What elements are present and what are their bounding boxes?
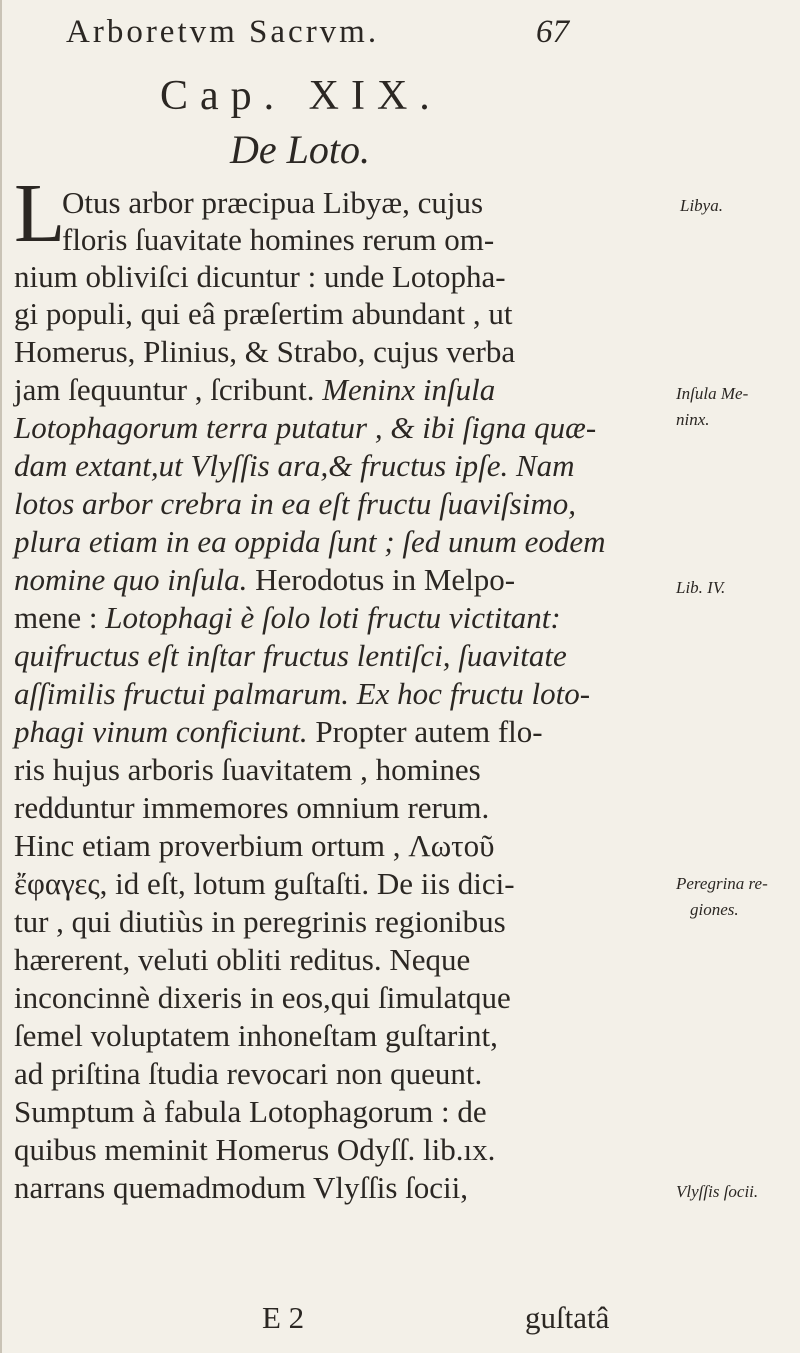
text-line: dam extant,ut Vlyſſis ara,& fructus ipſe. Nam [14, 448, 575, 483]
text-line [14, 714, 543, 750]
text-line: ris hujus arboris ſuavitatem , homines [14, 752, 481, 787]
margin-note: Lib. IV. [676, 578, 726, 597]
margin-note: giones. [690, 900, 739, 919]
margin-note: Libya. [680, 196, 723, 215]
text-span: mene : [14, 600, 98, 635]
text-span: Propter autem flo- [315, 714, 543, 749]
text-line: Hinc etiam proverbium ortum , Λωτοῦ [14, 828, 495, 863]
text-line [14, 562, 515, 598]
text-line: inconcinnè dixeris in eos,qui ſimulatque [14, 980, 511, 1015]
text-line: Lotophagorum terra putatur , & ibi ſigna quæ- [14, 410, 597, 445]
page-edge-shadow [0, 0, 2, 1353]
text-line: gi populi, qui eâ præſertim abundant , ut [14, 296, 513, 331]
text-line: aſſimilis fructui palmarum. Ex hoc fructu loto- [14, 676, 591, 711]
text-span: jam ſequuntur , ſcribunt. [14, 372, 315, 407]
text-line [14, 372, 495, 408]
text-span: Herodotus in Melpo- [255, 562, 516, 597]
text-line: quibus meminit Homerus Odyſſ. lib.ıx. [14, 1132, 496, 1167]
margin-note: ninx. [676, 410, 710, 429]
text-line: narrans quemadmodum Vlyſſis ſocii, [14, 1170, 469, 1205]
text-line: nium obliviſci dicuntur : unde Lotopha- [14, 259, 506, 294]
chapter-heading: Cap. XIX. [160, 73, 442, 119]
drop-cap: L [14, 167, 66, 260]
catchword: guſtatâ [525, 1300, 610, 1335]
text-line: Sumptum à fabula Lotophagorum : de [14, 1094, 487, 1129]
text-line: Otus arbor præcipua Libyæ, cujus [62, 185, 484, 220]
margin-note: Vlyſſis ſocii. [676, 1182, 759, 1201]
text-line: ad priſtina ſtudia revocari non queunt. [14, 1056, 483, 1091]
text-line: quifructus eſt inſtar fructus lentiſci, ſuavitate [14, 638, 567, 673]
text-line: tur , qui diutiùs in peregrinis regionibus [14, 904, 506, 939]
italic-span: phagi vinum conficiunt. [14, 714, 308, 749]
signature-mark: E 2 [262, 1300, 305, 1335]
running-title: Arboretvm Sacrvm. [66, 14, 380, 50]
page-number: 67 [536, 14, 569, 50]
text-line [14, 600, 561, 636]
text-line: plura etiam in ea oppida ſunt ; ſed unum eodem [14, 524, 606, 559]
text-line: Homerus, Plinius, & Strabo, cujus verba [14, 334, 516, 369]
italic-span: Meninx inſula [322, 372, 496, 407]
text-line: redduntur immemores omnium rerum. [14, 790, 490, 825]
italic-span: nomine quo inſula. [14, 562, 248, 597]
italic-span: Lotophagi è ſolo loti fructu victitant: [105, 600, 561, 635]
section-title: De Loto. [230, 127, 370, 172]
running-header [66, 14, 586, 58]
text-line: ſemel voluptatem inhoneſtam guſtarint, [14, 1018, 498, 1053]
text-line: lotos arbor crebra in ea eſt fructu ſuaviſsimo, [14, 486, 576, 521]
text-line: floris ſuavitate homines rerum om- [62, 222, 495, 257]
margin-note: Peregrina re- [676, 874, 768, 893]
margin-note: Inſula Me- [676, 384, 749, 403]
text-line: ἔφαγες, id eſt, lotum guſtaſti. De iis dici- [14, 866, 515, 901]
text-line: hærerent, veluti obliti reditus. Neque [14, 942, 471, 977]
